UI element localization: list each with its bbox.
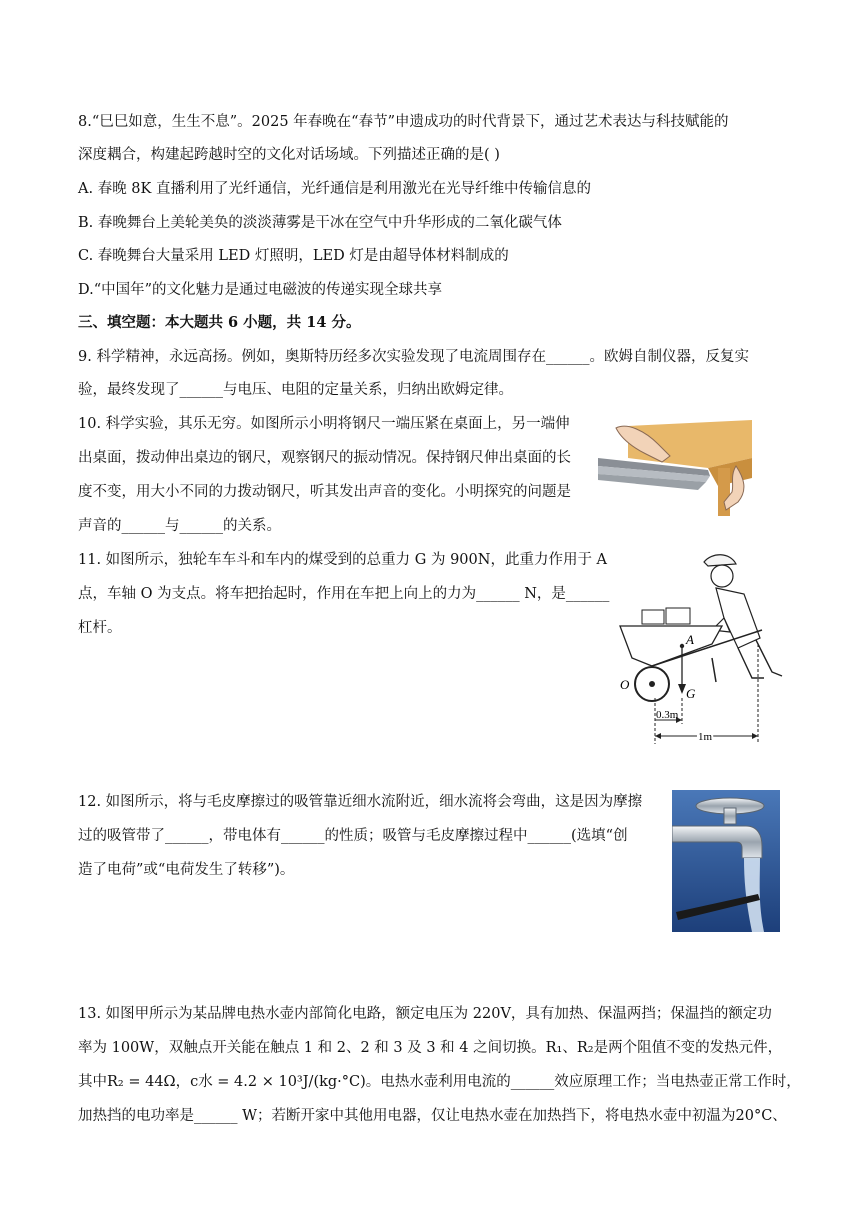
q8-option-c: C. 春晚舞台大量采用 LED 灯照明，LED 灯是由超导体材料制成的 [78, 248, 509, 264]
q13-line2: 率为 100W，双触点开关能在触点 1 和 2、2 和 3 及 3 和 4 之间切换。R₁、R₂是两个阻值不变的发热元件， [78, 1040, 783, 1056]
q10-line1: 10. 科学实验，其乐无穷。如图所示小明将钢尺一端压紧在桌面上，另一端伸 [78, 416, 570, 432]
q12-line3: 造了电荷”或“电荷发生了转移”)。 [78, 862, 295, 878]
q11-line1: 11. 如图所示，独轮车车斗和车内的煤受到的总重力 G 为 900N，此重力作用于 A [78, 552, 608, 568]
q8-option-a: A. 春晚 8K 直播利用了光纤通信，光纤通信是利用激光在光导纤维中传输信息的 [78, 181, 591, 197]
q13-line3: 其中R₂ = 44Ω，c水 = 4.2 × 10³J/(kg·°C)。电热水壶利用电流的______效应原理工作；当电热壶正常工作时， [78, 1074, 801, 1090]
q12-line1: 12. 如图所示，将与毛皮摩擦过的吸管靠近细水流附近，细水流将会弯曲，这是因为摩擦 [78, 794, 643, 810]
fig-label-o: O [620, 677, 630, 692]
faucet-figure [672, 790, 780, 932]
wheelbarrow-figure [612, 548, 784, 748]
fig-label-1m: 1m [698, 731, 713, 743]
fig-label-g: G [686, 686, 696, 701]
fig-label-a: A [686, 632, 694, 647]
q9-line2: 验，最终发现了______与电压、电阻的定量关系，归纳出欧姆定律。 [78, 382, 513, 398]
q8-stem-line1: 8.“巳巳如意，生生不息”。2025 年春晚在“春节”申遗成功的时代背景下，通过艺术表达与科技赋能的 [78, 114, 729, 130]
q10-line2: 出桌面，拨动伸出桌边的钢尺，观察钢尺的振动情况。保持钢尺伸出桌面的长 [78, 450, 571, 466]
q11-line2: 点，车轴 O 为支点。将车把抬起时，作用在车把上向上的力为______ N，是______ [78, 586, 610, 602]
q13-line1: 13. 如图甲所示为某品牌电热水壶内部简化电路，额定电压为 220V，具有加热、保温两挡；保温挡的额定功 [78, 1006, 772, 1022]
q8-option-d: D.“中国年”的文化魅力是通过电磁波的传递实现全球共享 [78, 282, 443, 298]
q12-line2: 过的吸管带了______，带电体有______的性质；吸管与毛皮摩擦过程中______(选填“创 [78, 828, 628, 844]
steel-ruler-figure [598, 418, 752, 516]
q10-line3: 度不变，用大小不同的力拨动钢尺，听其发出声音的变化。小明探究的问题是 [78, 484, 571, 500]
q10-line4: 声音的______与______的关系。 [78, 518, 281, 534]
q8-option-b: B. 春晚舞台上美轮美奂的淡淡薄雾是干冰在空气中升华形成的二氧化碳气体 [78, 215, 562, 231]
q9-line1: 9. 科学精神，永远高扬。例如，奥斯特历经多次实验发现了电流周围存在______。欧姆自制仪器，反复实 [78, 349, 749, 365]
q8-stem-line2: 深度耦合，构建起跨越时空的文化对话场域。下列描述正确的是( ) [78, 147, 500, 163]
q11-line3: 杠杆。 [78, 620, 122, 636]
section-title: 三、填空题：本大题共 6 小题，共 14 分。 [78, 314, 361, 331]
fig-label-0-3m: 0.3m [656, 709, 679, 721]
q13-line4: 加热挡的电功率是______ W；若断开家中其他用电器，仅让电热水壶在加热挡下，将电热水壶中初温为20°C、 [78, 1108, 787, 1124]
